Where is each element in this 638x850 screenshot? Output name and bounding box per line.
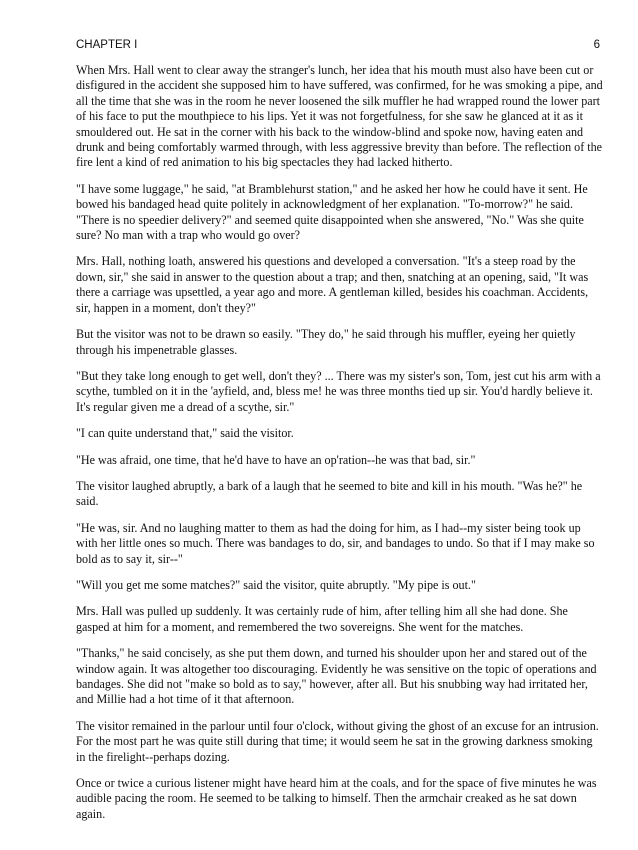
- page-number: 6: [593, 39, 600, 51]
- paragraph: "Thanks," he said concisely, as she put them down, and turned his shoulder upon her and stared out of the window again. It was altogether too discouraging. Evidently he was sensitive on the topic of operations and bandages. She did not "make so bold as to say," however, after all. But his snubbing way had irritated her, and Millie had a hot time of it that afternoon.: [76, 646, 597, 707]
- paragraph: Once or twice a curious listener might have heard him at the coals, and for the space of five minutes he was audible pacing the room. He seemed to be talking to himself. Then the armchair creaked as he sat down again.: [76, 776, 597, 821]
- chapter-heading: CHAPTER I: [76, 39, 138, 51]
- paragraph: When Mrs. Hall went to clear away the stranger's lunch, her idea that his mouth must also have been cut or disfigured in the accident she supposed him to have suffered, was confirmed, for he was smoking a pipe, and all the time that she was in the room he never loosened the silk muffler he had wrapped round the lower part of his face to put the mouthpiece to his lips. Yet it was not forgetfulness, for she saw he glanced at it as it smouldered out. He sat in the corner with his back to the window-blind and spoke now, having eaten and drunk and being comfortably warmed through, with less aggressive brevity than before. The reflection of the fire lent a kind of red animation to his big spectacles they had lacked hitherto.: [76, 63, 603, 170]
- paragraph: "But they take long enough to get well, don't they? ... There was my sister's son, Tom, jest cut his arm with a scythe, tumbled on it in the 'ayfield, and, bless me! he was three months tied up sir. You'd hardly believe it. It's regular given me a dread of a scythe, sir.": [76, 368, 601, 414]
- paragraph: Mrs. Hall was pulled up suddenly. It was certainly rude of him, after telling him all she had done. She gasped at him for a moment, and remembered the two sovereigns. She went for the matches.: [76, 604, 568, 634]
- page-header: [76, 37, 600, 55]
- paragraph: But the visitor was not to be drawn so easily. "They do," he said through his muffler, eyeing her quietly through his impenetrable glasses.: [76, 327, 576, 357]
- paragraph: "He was afraid, one time, that he'd have to have an op'ration--he was that bad, sir.": [76, 452, 476, 467]
- paragraph: The visitor laughed abruptly, a bark of a laugh that he seemed to bite and kill in his mouth. "Was he?" he said.: [76, 478, 583, 509]
- paragraph: "I can quite understand that," said the visitor.: [76, 426, 294, 441]
- paragraph: The visitor remained in the parlour until four o'clock, without giving the ghost of an excuse for an intrusion. For the most part he was quite still during that time; it would seem he sat in the growing darkness smoking in the firelight--perhaps dozing.: [76, 718, 599, 764]
- paragraph: "He was, sir. And no laughing matter to them as had the doing for him, as I had--my sister being took up with her little ones so much. There was bandages to do, sir, and bandages to undo. So that if I may make so bold as to say it, sir--": [76, 520, 595, 566]
- paragraph: Mrs. Hall, nothing loath, answered his questions and developed a conversation. "It's a steep road by the down, sir," she said in answer to the question about a trap; and then, snatching at an opening, said, "It was there a carriage was upsettled, a year ago and more. A gentleman killed, besides his coachman. Accidents, sir, happen in a moment, don't they?": [76, 254, 589, 315]
- body-text: [76, 63, 603, 822]
- paragraph: "Will you get me some matches?" said the visitor, quite abruptly. "My pipe is out.": [76, 577, 476, 592]
- paragraph: "I have some luggage," he said, "at Bramblehurst station," and he asked her how he could have it sent. He bowed his bandaged head quite politely in acknowledgment of her explanation. "To-morrow?" he said. "There is no speedier delivery?" and seemed quite disappointed when she answered, "No." Was she quite sure? No man with a trap who would go over?: [76, 181, 588, 243]
